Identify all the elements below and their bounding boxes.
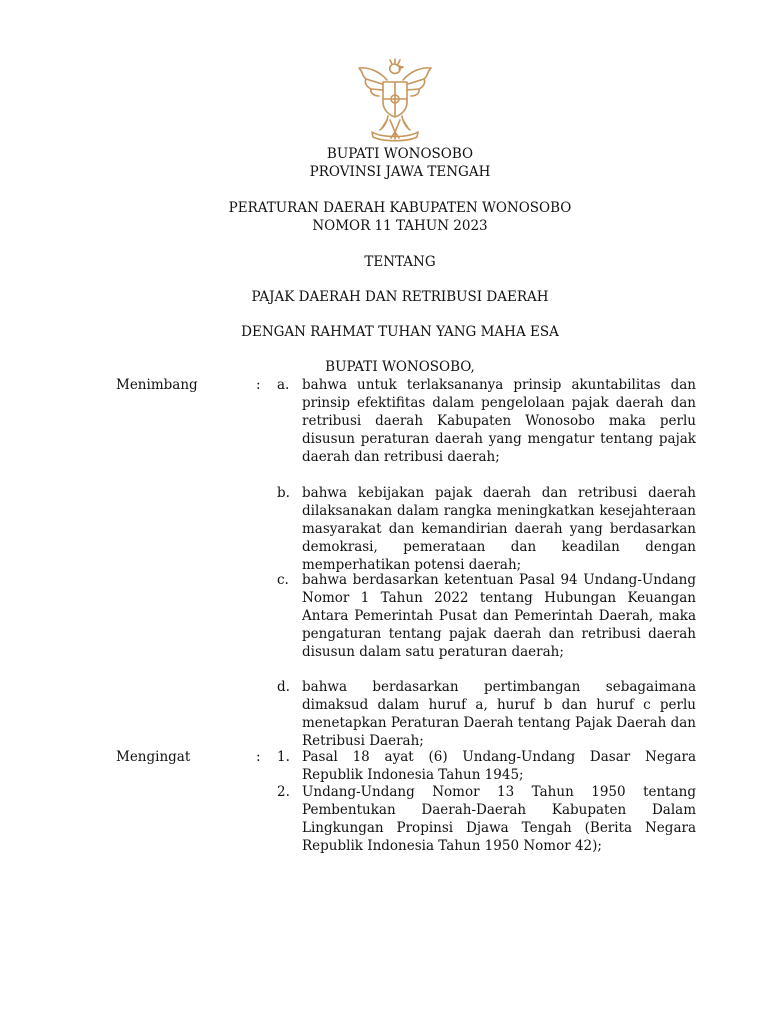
regulation-title: PERATURAN DAERAH KABUPATEN WONOSOBO [228, 200, 572, 216]
recalling-item-1-marker: 1. [277, 749, 290, 765]
recalling-item-2-marker: 2. [277, 784, 290, 800]
considering-item-b-text: bahwa kebijakan pajak daerah dan retribusi daerah dilaksanakan dalam rangka meningkatkan kesejahteraan masyarakat dan kemandirian daerah yang berdasarkan demokrasi, pemerataan dan keadilan dengan memperhatikan potensi daerah; [302, 485, 696, 573]
recalling-colon: : [256, 749, 261, 765]
recalling-item-1-text: Pasal 18 ayat (6) Undang-Undang Dasar Negara Republik Indonesia Tahun 1945; [302, 749, 696, 783]
considering-item-a-text: bahwa untuk terlaksananya prinsip akuntabilitas dan prinsip efektifitas dalam pengelolaan pajak daerah dan retribusi daerah Kabupaten Wonosobo maka perlu disusun peraturan daerah yang mengatur tentang pajak daerah dan retribusi daerah; [302, 377, 696, 465]
regulation-subject: PAJAK DAERAH DAN RETRIBUSI DAERAH [251, 289, 549, 305]
considering-colon: : [256, 377, 261, 393]
about-label: TENTANG [364, 254, 436, 270]
recalling-label: Mengingat [116, 749, 191, 765]
enacting-authority: BUPATI WONOSOBO, [325, 359, 475, 375]
considering-item-d-marker: d. [277, 679, 290, 695]
considering-item-c-marker: c. [277, 572, 289, 588]
considering-label: Menimbang [116, 377, 198, 393]
recalling-item-2-text: Undang-Undang Nomor 13 Tahun 1950 tentang Pembentukan Daerah-Daerah Kabupaten Dalam Lingkungan Propinsi Djawa Tengah (Berita Negara Republik Indonesia Tahun 1950 Nomor 42); [302, 784, 696, 854]
considering-item-c-text: bahwa berdasarkan ketentuan Pasal 94 Undang-Undang Nomor 1 Tahun 2022 tentang Hubungan Keuangan Antara Pemerintah Pusat dan Pemerintah Daerah, maka pengaturan tentang pajak daerah dan retribusi daerah disusun dalam satu peraturan daerah; [302, 572, 696, 660]
considering-item-d-text: bahwa berdasarkan pertimbangan sebagaimana dimaksud dalam huruf a, huruf b dan huruf c perlu menetapkan Peraturan Daerah tentang Pajak Daerah dan Retribusi Daerah; [302, 679, 696, 749]
considering-item-b-marker: b. [277, 485, 290, 501]
blessing-line: DENGAN RAHMAT TUHAN YANG MAHA ESA [241, 324, 559, 340]
garuda-pancasila-emblem-icon [354, 58, 436, 144]
province-title: PROVINSI JAWA TENGAH [309, 164, 491, 180]
regulation-number: NOMOR 11 TAHUN 2023 [312, 218, 488, 234]
issuer-title: BUPATI WONOSOBO [326, 146, 474, 162]
considering-item-a-marker: a. [277, 377, 290, 393]
